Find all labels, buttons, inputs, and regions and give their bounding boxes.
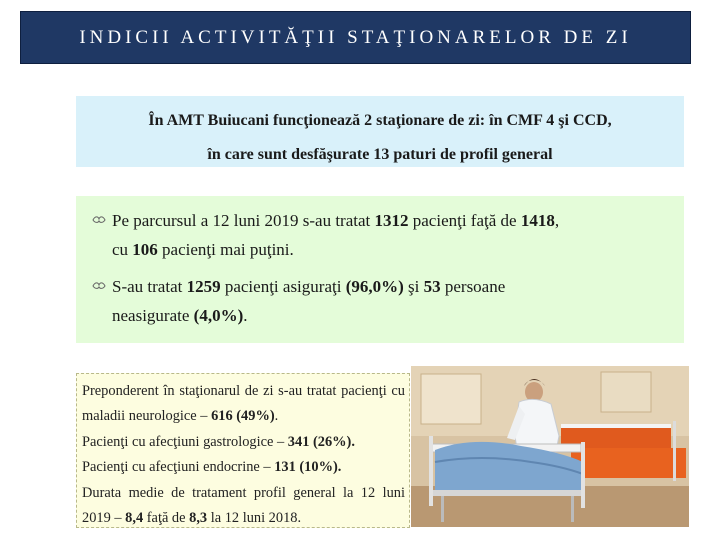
detail-value: 8,4: [125, 510, 144, 527]
bullet-text: şi: [403, 277, 424, 296]
ward-photo-illustration: [411, 366, 689, 527]
detail-text: la 12 luni 2018.: [207, 510, 302, 527]
bullet-value: (4,0%): [193, 306, 244, 325]
ward-photo: [411, 366, 689, 527]
detail-value: 341 (26%).: [287, 433, 355, 450]
bullet-value: (96,0%): [345, 277, 404, 296]
bullet-value: 1259: [186, 277, 221, 296]
detail-text: faţă de: [143, 510, 190, 527]
intro-box: [76, 96, 684, 167]
bullet-text: .: [243, 306, 248, 325]
detail-neurology: [82, 379, 405, 430]
detail-value: 616 (49%): [211, 408, 275, 425]
bullet-value: 53: [423, 277, 441, 296]
bullet-text: S-au tratat: [112, 277, 187, 296]
bullet-text: Pe parcursul a 12 luni 2019 s-au tratat: [112, 211, 375, 230]
bullet-text: cu: [112, 240, 133, 259]
bullet-text: ,: [554, 211, 560, 230]
bullet-item: [92, 206, 670, 264]
detail-text: Pacienţi cu afecţiuni gastrologice –: [82, 433, 288, 450]
detail-text: .: [274, 408, 279, 425]
bullet-value: 106: [132, 240, 158, 259]
detail-endocrine: [82, 455, 405, 480]
bullet-item: [92, 272, 670, 330]
bullet-text: pacienţi faţă de: [408, 211, 521, 230]
intro-line-2: în care sunt desfăşurate 13 paturi de profil general: [207, 146, 553, 163]
detail-text: Durata medie de tratament profil general la 12 luni 2019 –: [82, 484, 405, 527]
detail-gastro: [82, 430, 405, 455]
bullets-box: [76, 196, 684, 343]
detail-text: Pacienţi cu afecţiuni endocrine –: [82, 459, 275, 476]
detail-text: Preponderent în staţionarul de zi s-au tratat pacienţi cu maladii neurologice –: [82, 383, 405, 425]
bullet-value: 1418: [520, 211, 555, 230]
detail-value: 131 (10%).: [274, 459, 342, 476]
bullet-value: 1312: [374, 211, 409, 230]
bullet-text: pacienţi mai puţini.: [157, 240, 294, 259]
bullet-text: neasigurate: [112, 306, 194, 325]
intro-line-1: În AMT Buiucani funcţionează 2 staţionare de zi: în CMF 4 şi CCD,: [148, 112, 612, 129]
flower-bullet-icon: [92, 215, 106, 225]
page-title: INDICII ACTIVITĂŢII STAŢIONARELOR DE ZI: [79, 26, 632, 48]
detail-duration: [82, 481, 405, 532]
details-box: [76, 373, 410, 528]
flower-bullet-icon: [92, 281, 106, 291]
bullet-text: pacienţi asiguraţi: [220, 277, 346, 296]
detail-value: 8,3: [189, 510, 208, 527]
bullet-text: persoane: [440, 277, 506, 296]
title-banner: [20, 11, 691, 64]
